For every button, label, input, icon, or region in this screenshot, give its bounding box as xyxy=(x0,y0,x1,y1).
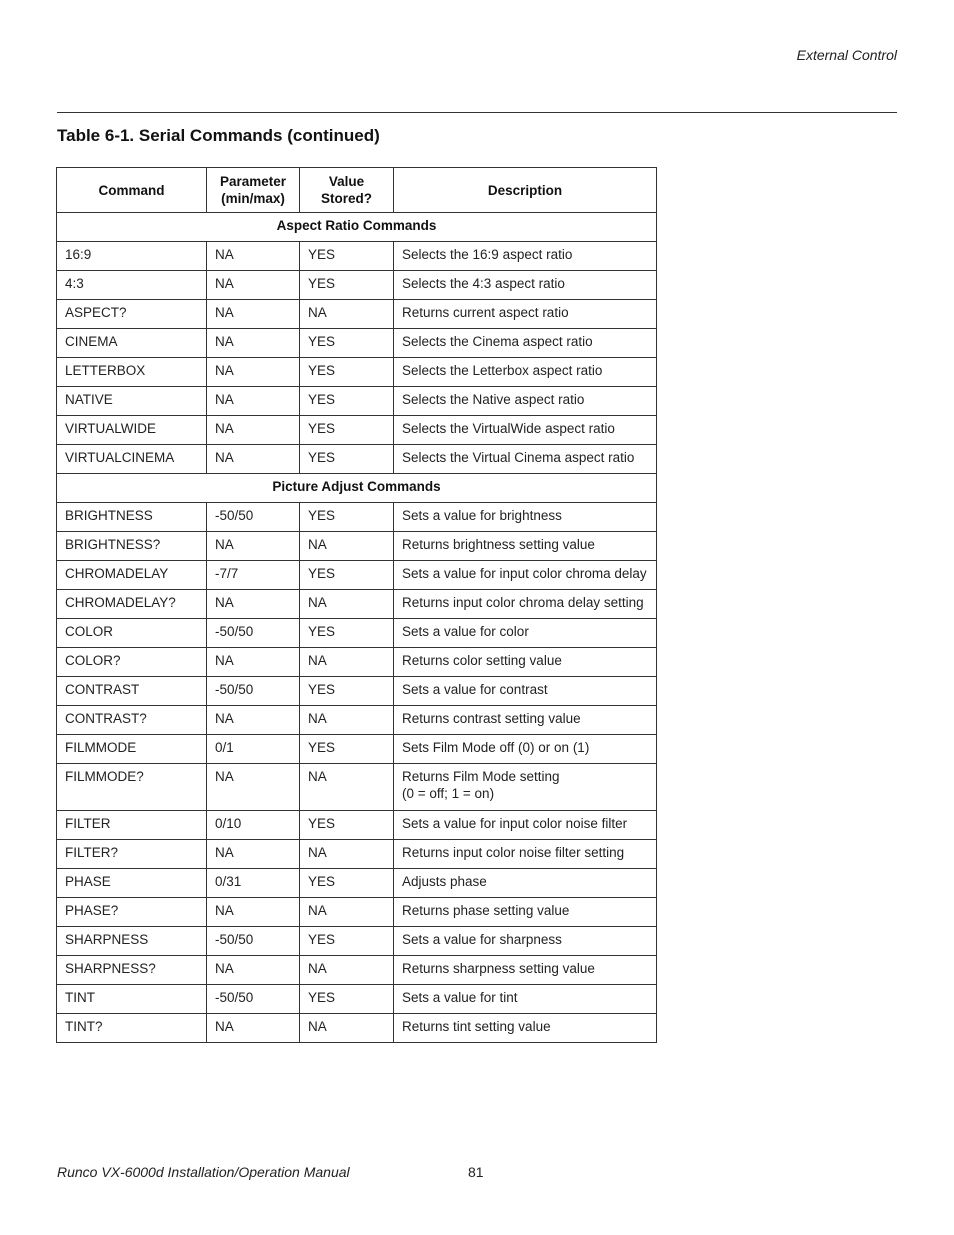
cell-description xyxy=(394,242,657,271)
description-line: Sets a value for color xyxy=(402,624,529,639)
cell-description xyxy=(394,445,657,474)
running-header-section: External Control xyxy=(796,47,897,63)
table-row xyxy=(57,927,657,956)
table-row xyxy=(57,358,657,387)
cell-command: CONTRAST? xyxy=(57,706,207,735)
cell-parameter: -50/50 xyxy=(207,677,300,706)
table-header xyxy=(57,168,657,213)
description-line: Returns input color chroma delay setting xyxy=(402,595,644,610)
cell-parameter: 0/10 xyxy=(207,811,300,840)
cell-value-stored: YES xyxy=(300,927,394,956)
table-row xyxy=(57,271,657,300)
column-header-line: (min/max) xyxy=(221,191,285,206)
cell-command: FILTER? xyxy=(57,840,207,869)
cell-value-stored: NA xyxy=(300,956,394,985)
table-body xyxy=(57,213,657,1043)
cell-description xyxy=(394,811,657,840)
cell-command: 16:9 xyxy=(57,242,207,271)
table-row xyxy=(57,242,657,271)
column-header-value-stored xyxy=(300,168,394,213)
cell-parameter: NA xyxy=(207,706,300,735)
table-title: Table 6-1. Serial Commands (continued) xyxy=(57,126,380,145)
table-row xyxy=(57,898,657,927)
description-line: Selects the Cinema aspect ratio xyxy=(402,334,593,349)
table-row xyxy=(57,329,657,358)
description-line: Returns tint setting value xyxy=(402,1019,551,1034)
table-row xyxy=(57,677,657,706)
description-line: Selects the Letterbox aspect ratio xyxy=(402,363,603,378)
description-line: Selects the 4:3 aspect ratio xyxy=(402,276,565,291)
cell-value-stored: NA xyxy=(300,898,394,927)
cell-parameter: -50/50 xyxy=(207,927,300,956)
cell-command: SHARPNESS? xyxy=(57,956,207,985)
cell-description xyxy=(394,677,657,706)
cell-parameter: NA xyxy=(207,387,300,416)
cell-value-stored: YES xyxy=(300,242,394,271)
cell-parameter: NA xyxy=(207,956,300,985)
cell-description xyxy=(394,300,657,329)
column-header-command xyxy=(57,168,207,213)
cell-value-stored: NA xyxy=(300,590,394,619)
table-row xyxy=(57,869,657,898)
cell-value-stored: YES xyxy=(300,416,394,445)
cell-description xyxy=(394,387,657,416)
cell-command: FILTER xyxy=(57,811,207,840)
table-row xyxy=(57,840,657,869)
table-row xyxy=(57,956,657,985)
description-line: Returns phase setting value xyxy=(402,903,570,918)
table-row xyxy=(57,1014,657,1043)
description-line: Sets a value for input color chroma delay xyxy=(402,566,647,581)
column-header-line: Command xyxy=(98,182,165,198)
cell-value-stored: YES xyxy=(300,387,394,416)
cell-command: BRIGHTNESS xyxy=(57,503,207,532)
cell-value-stored: NA xyxy=(300,532,394,561)
cell-command: FILMMODE? xyxy=(57,764,207,811)
cell-parameter: NA xyxy=(207,445,300,474)
column-header-line: Description xyxy=(487,182,563,198)
section-row xyxy=(57,474,657,503)
cell-value-stored: NA xyxy=(300,648,394,677)
description-line: Returns Film Mode setting xyxy=(402,769,560,784)
header-rule xyxy=(57,112,897,113)
footer-manual-title: Runco VX-6000d Installation/Operation Manual xyxy=(57,1164,350,1180)
cell-command: CONTRAST xyxy=(57,677,207,706)
table-row xyxy=(57,532,657,561)
cell-value-stored: YES xyxy=(300,445,394,474)
cell-description xyxy=(394,561,657,590)
column-header-line: Stored? xyxy=(320,191,372,206)
table-row xyxy=(57,503,657,532)
cell-value-stored: YES xyxy=(300,811,394,840)
description-line: Selects the Virtual Cinema aspect ratio xyxy=(402,450,635,465)
cell-command: LETTERBOX xyxy=(57,358,207,387)
cell-parameter: NA xyxy=(207,271,300,300)
cell-parameter: NA xyxy=(207,590,300,619)
cell-command: COLOR? xyxy=(57,648,207,677)
serial-commands-table xyxy=(56,167,657,1043)
cell-parameter: 0/1 xyxy=(207,735,300,764)
cell-description xyxy=(394,1014,657,1043)
cell-description xyxy=(394,271,657,300)
description-line: Sets Film Mode off (0) or on (1) xyxy=(402,740,590,755)
cell-description xyxy=(394,532,657,561)
description-line: (0 = off; 1 = on) xyxy=(402,786,495,801)
cell-parameter: -7/7 xyxy=(207,561,300,590)
table-row xyxy=(57,445,657,474)
cell-command: FILMMODE xyxy=(57,735,207,764)
cell-command: CHROMADELAY? xyxy=(57,590,207,619)
table-row xyxy=(57,416,657,445)
table-row xyxy=(57,590,657,619)
cell-description xyxy=(394,956,657,985)
cell-description xyxy=(394,416,657,445)
cell-parameter: NA xyxy=(207,648,300,677)
cell-parameter: -50/50 xyxy=(207,503,300,532)
cell-description xyxy=(394,840,657,869)
cell-parameter: NA xyxy=(207,358,300,387)
cell-parameter: -50/50 xyxy=(207,619,300,648)
cell-command: SHARPNESS xyxy=(57,927,207,956)
cell-command: TINT xyxy=(57,985,207,1014)
table-row xyxy=(57,648,657,677)
cell-value-stored: YES xyxy=(300,677,394,706)
cell-value-stored: NA xyxy=(300,706,394,735)
cell-description xyxy=(394,985,657,1014)
cell-value-stored: NA xyxy=(300,300,394,329)
cell-command: BRIGHTNESS? xyxy=(57,532,207,561)
description-line: Returns color setting value xyxy=(402,653,562,668)
cell-description xyxy=(394,619,657,648)
header-row xyxy=(57,168,657,213)
table-row xyxy=(57,811,657,840)
cell-value-stored: YES xyxy=(300,735,394,764)
cell-value-stored: NA xyxy=(300,1014,394,1043)
cell-command: VIRTUALCINEMA xyxy=(57,445,207,474)
cell-value-stored: NA xyxy=(300,764,394,811)
cell-command: CINEMA xyxy=(57,329,207,358)
cell-description xyxy=(394,764,657,811)
table-row xyxy=(57,985,657,1014)
description-line: Adjusts phase xyxy=(402,874,487,889)
table-row xyxy=(57,561,657,590)
table-row xyxy=(57,300,657,329)
cell-command: PHASE? xyxy=(57,898,207,927)
description-line: Returns current aspect ratio xyxy=(402,305,569,320)
column-header-description xyxy=(394,168,657,213)
column-header-line: Parameter xyxy=(219,174,287,189)
cell-parameter: NA xyxy=(207,532,300,561)
cell-description xyxy=(394,503,657,532)
cell-value-stored: YES xyxy=(300,271,394,300)
cell-command: VIRTUALWIDE xyxy=(57,416,207,445)
description-line: Sets a value for tint xyxy=(402,990,518,1005)
description-line: Returns input color noise filter setting xyxy=(402,845,625,860)
cell-description xyxy=(394,329,657,358)
cell-description xyxy=(394,735,657,764)
cell-parameter: NA xyxy=(207,898,300,927)
description-line: Selects the VirtualWide aspect ratio xyxy=(402,421,615,436)
description-line: Sets a value for brightness xyxy=(402,508,562,523)
cell-parameter: -50/50 xyxy=(207,985,300,1014)
cell-command: NATIVE xyxy=(57,387,207,416)
cell-description xyxy=(394,927,657,956)
cell-value-stored: NA xyxy=(300,840,394,869)
description-line: Sets a value for sharpness xyxy=(402,932,562,947)
cell-description xyxy=(394,358,657,387)
cell-value-stored: YES xyxy=(300,619,394,648)
cell-parameter: NA xyxy=(207,840,300,869)
table-row xyxy=(57,387,657,416)
table-row xyxy=(57,619,657,648)
description-line: Sets a value for input color noise filter xyxy=(402,816,628,831)
cell-value-stored: YES xyxy=(300,503,394,532)
column-header-parameter xyxy=(207,168,300,213)
description-line: Selects the Native aspect ratio xyxy=(402,392,585,407)
cell-command: COLOR xyxy=(57,619,207,648)
cell-command: 4:3 xyxy=(57,271,207,300)
cell-value-stored: YES xyxy=(300,985,394,1014)
column-header-line: Value xyxy=(328,174,365,189)
cell-value-stored: YES xyxy=(300,358,394,387)
cell-value-stored: YES xyxy=(300,869,394,898)
cell-command: ASPECT? xyxy=(57,300,207,329)
cell-description xyxy=(394,898,657,927)
cell-value-stored: YES xyxy=(300,561,394,590)
cell-command: PHASE xyxy=(57,869,207,898)
cell-parameter: NA xyxy=(207,416,300,445)
table-row xyxy=(57,764,657,811)
footer-page-number: 81 xyxy=(468,1164,484,1180)
cell-description xyxy=(394,869,657,898)
description-line: Selects the 16:9 aspect ratio xyxy=(402,247,573,262)
table-row xyxy=(57,706,657,735)
cell-command: CHROMADELAY xyxy=(57,561,207,590)
cell-description xyxy=(394,706,657,735)
table-row xyxy=(57,735,657,764)
cell-parameter: NA xyxy=(207,1014,300,1043)
description-line: Returns sharpness setting value xyxy=(402,961,595,976)
description-line: Sets a value for contrast xyxy=(402,682,548,697)
cell-description xyxy=(394,590,657,619)
cell-parameter: NA xyxy=(207,242,300,271)
description-line: Returns brightness setting value xyxy=(402,537,595,552)
cell-value-stored: YES xyxy=(300,329,394,358)
cell-parameter: 0/31 xyxy=(207,869,300,898)
cell-command: TINT? xyxy=(57,1014,207,1043)
section-row xyxy=(57,213,657,242)
section-title: Picture Adjust Commands xyxy=(57,474,657,503)
cell-description xyxy=(394,648,657,677)
cell-parameter: NA xyxy=(207,300,300,329)
cell-parameter: NA xyxy=(207,329,300,358)
description-line: Returns contrast setting value xyxy=(402,711,581,726)
cell-parameter: NA xyxy=(207,764,300,811)
section-title: Aspect Ratio Commands xyxy=(57,213,657,242)
